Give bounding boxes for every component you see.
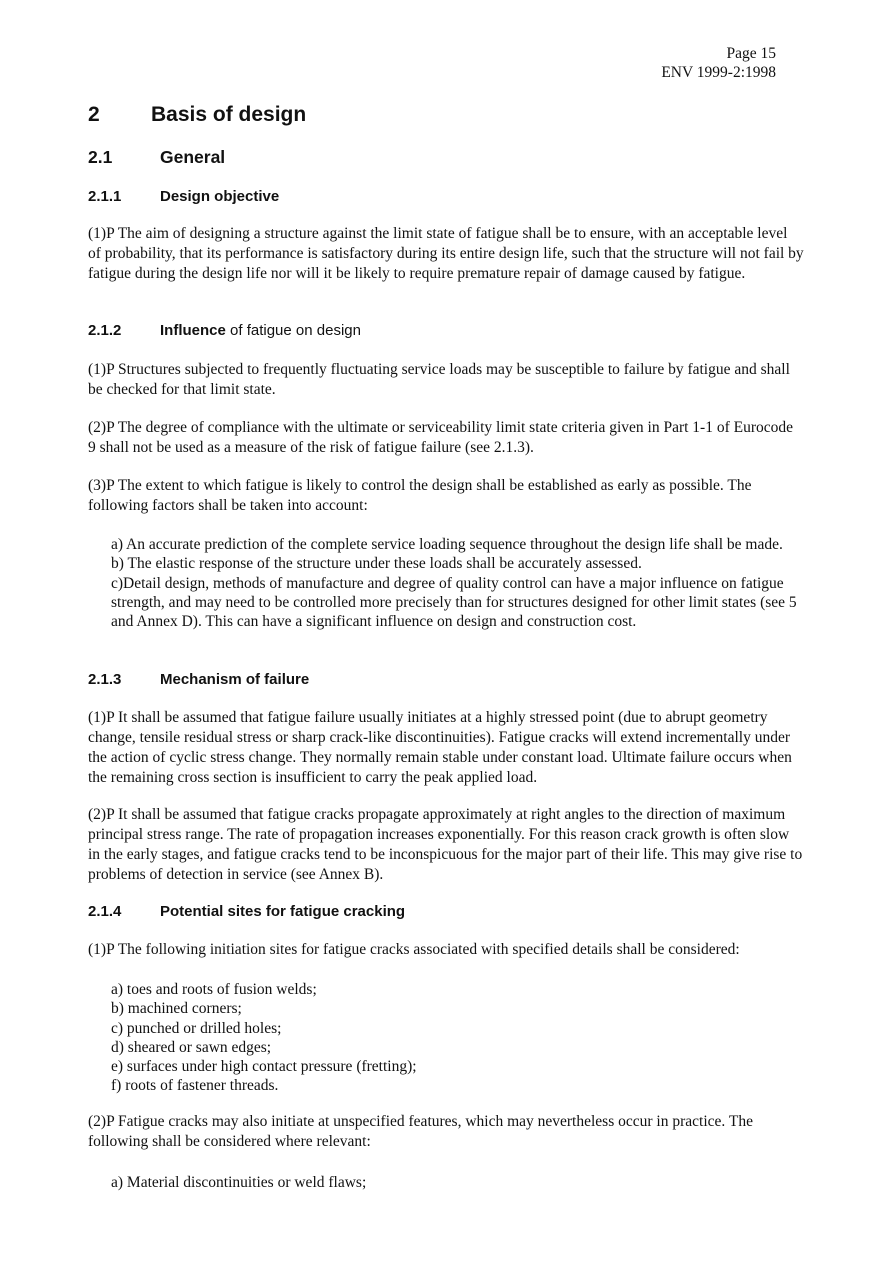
section-title: Mechanism of failure <box>160 671 310 688</box>
section-title: General <box>160 147 226 167</box>
list-item: b) machined corners; <box>111 1000 242 1018</box>
section-number: 2.1.2 <box>88 322 122 339</box>
section-2-1-2-heading <box>88 322 361 339</box>
list-item: e) surfaces under high contact pressure (fretting); <box>111 1058 417 1076</box>
factor-list <box>111 535 804 631</box>
list-item: c)Detail design, methods of manufacture and degree of quality control can have a major influence on fatigue strength, and may need to be controlled more precisely than for structures designed for other limit states (see 5 and Annex D). This can have a significant influence on design and construction cost. <box>111 574 797 631</box>
page-number: Page 15 <box>726 45 776 62</box>
paragraph: (1)P It shall be assumed that fatigue failure usually initiates at a highly stressed point (due to abrupt geometry change, tensile residual stress or sharp crack-like discontinuities). Fatigue cracks will extend incrementally under the action of cyclic stress change. They normally remain stable under constant load. Ultimate failure occurs when the remaining cross section is insufficient to carry the peak applied load. <box>88 709 792 786</box>
standard-reference: ENV 1999-2:1998 <box>661 64 776 81</box>
list-item: b) The elastic response of the structure under these loads shall be accurately assessed. <box>111 555 642 573</box>
section-number: 2.1 <box>88 147 113 167</box>
list-item: c) punched or drilled holes; <box>111 1019 282 1037</box>
section-2-heading <box>88 103 306 127</box>
section-title: Influence <box>160 322 226 339</box>
list-item: f) roots of fastener threads. <box>111 1077 279 1095</box>
section-title: Basis of design <box>151 103 307 126</box>
section-2-1-1-heading <box>88 188 279 205</box>
paragraph: (2)P Fatigue cracks may also initiate at unspecified features, which may nevertheless occur in practice. The following shall be considered where relevant: <box>88 1113 753 1150</box>
paragraph: (1)P Structures subjected to frequently fluctuating service loads may be susceptible to failure by fatigue and shall be checked for that limit state. <box>88 361 790 398</box>
section-number: 2 <box>88 103 100 126</box>
section-2-1-4-heading <box>88 903 405 920</box>
paragraph: (2)P The degree of compliance with the ultimate or serviceability limit state criteria given in Part 1-1 of Eurocode 9 shall not be used as a measure of the risk of fatigue failure (see 2.1.3). <box>88 419 794 456</box>
section-title-rest: of fatigue on design <box>225 322 361 339</box>
list-item: d) sheared or sawn edges; <box>111 1038 272 1056</box>
initiation-site-list <box>111 980 804 1096</box>
paragraph: (2)P It shall be assumed that fatigue cracks propagate approximately at right angles to the direction of maximum principal stress range. The rate of propagation increases exponentially. For this reason crack growth is often slow in the early stages, and fatigue cracks tend to be inconspicuous for the major part of their life. This may give rise to problems of detection in service (see Annex B). <box>88 806 803 883</box>
page-header <box>661 44 776 82</box>
section-2-1-heading <box>88 147 225 168</box>
paragraph: (1)P The aim of designing a structure against the limit state of fatigue shall be to ensure, with an acceptable level of probability, that its performance is satisfactory during its entire design life, such that the structure will not fail by fatigue during the design life nor will it be likely to require premature repair of damage caused by fatigue. <box>88 225 804 282</box>
section-number: 2.1.4 <box>88 903 122 920</box>
section-number: 2.1.1 <box>88 188 122 205</box>
list-item: a) An accurate prediction of the complete service loading sequence throughout the design life shall be made. <box>111 536 783 553</box>
section-2-1-3-heading <box>88 671 309 688</box>
section-title: Potential sites for fatigue cracking <box>160 903 406 920</box>
list-item: a) Material discontinuities or weld flaws; <box>111 1174 367 1191</box>
paragraph: (1)P The following initiation sites for fatigue cracks associated with specified details shall be considered: <box>88 941 740 958</box>
unspecified-feature-list <box>111 1173 804 1192</box>
section-title: Design objective <box>160 188 280 205</box>
section-number: 2.1.3 <box>88 671 122 688</box>
list-item: a) toes and roots of fusion welds; <box>111 981 317 998</box>
paragraph: (3)P The extent to which fatigue is likely to control the design shall be established as early as possible. The following factors shall be taken into account: <box>88 477 752 514</box>
